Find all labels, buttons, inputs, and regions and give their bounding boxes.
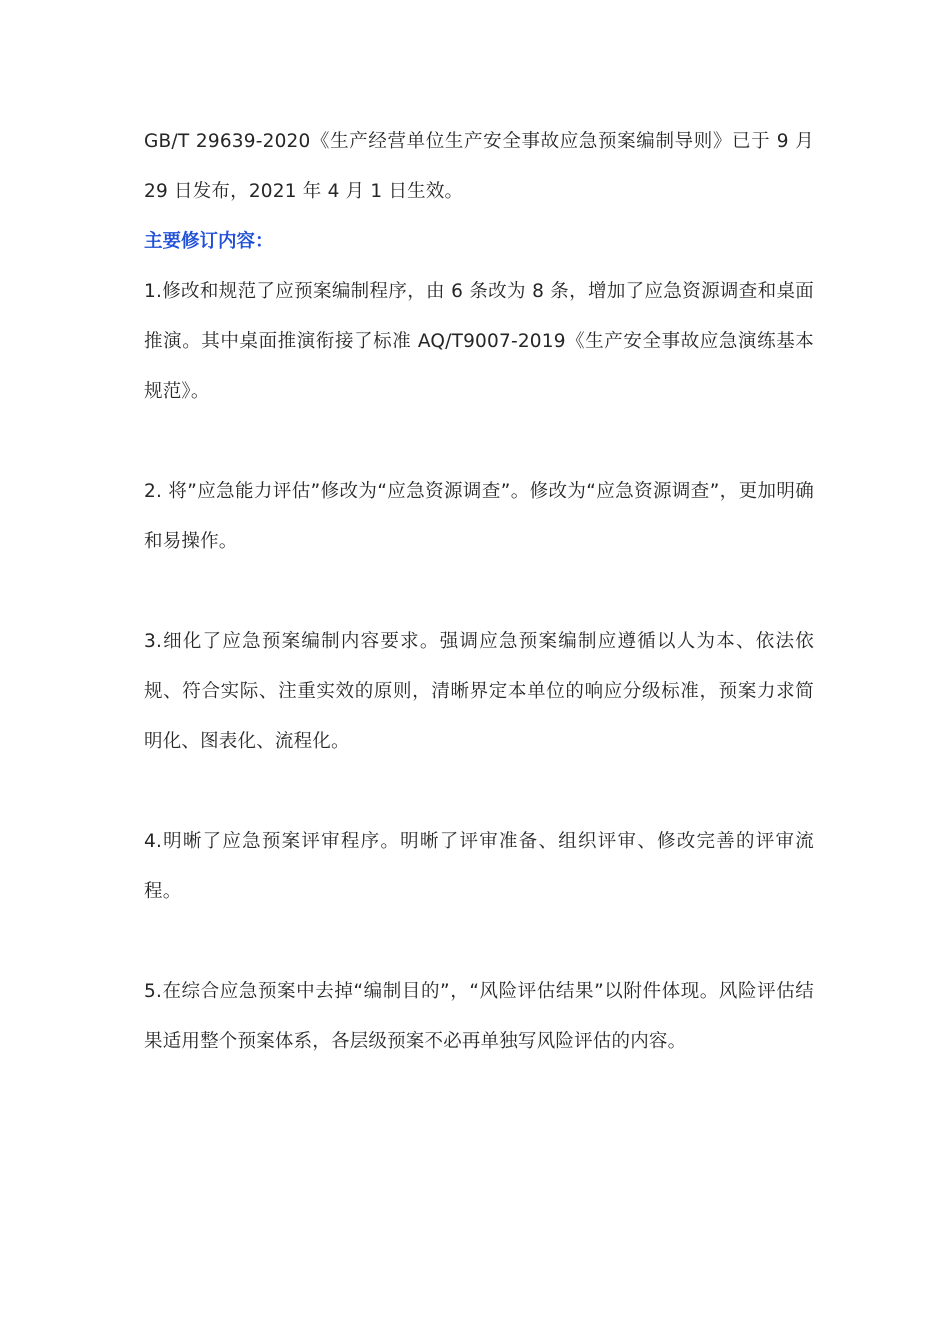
section-heading: 主要修订内容： xyxy=(144,231,274,252)
paragraph-spacer xyxy=(144,767,814,817)
intro-paragraph: GB/T 29639-2020《生产经营单位生产安全事故应急预案编制导则》已于 9 月 29 日发布，2021 年 4 月 1 日生效。 xyxy=(144,131,814,202)
revision-item-3: 3.细化了应急预案编制内容要求。强调应急预案编制应遵循以人为本、依法依规、符合实际、注重实效的原则，清晰界定本单位的响应分级标准，预案力求简明化、图表化、流程化。 xyxy=(144,631,814,752)
paragraph-spacer xyxy=(144,917,814,967)
paragraph-spacer xyxy=(144,567,814,617)
revision-item-4: 4.明晰了应急预案评审程序。明晰了评审准备、组织评审、修改完善的评审流程。 xyxy=(144,831,814,902)
document-body xyxy=(144,117,814,1067)
paragraph-spacer xyxy=(144,417,814,467)
revision-item-1: 1.修改和规范了应预案编制程序，由 6 条改为 8 条，增加了应急资源调查和桌面推演。其中桌面推演衔接了标准 AQ/T9007-2019《生产安全事故应急演练基本规范》。 xyxy=(144,281,814,402)
revision-item-5: 5.在综合应急预案中去掉“编制目的”，“风险评估结果”以附件体现。风险评估结果适用整个预案体系，各层级预案不必再单独写风险评估的内容。 xyxy=(144,981,814,1052)
revision-item-2: 2. 将”应急能力评估”修改为“应急资源调查”。修改为“应急资源调查”，更加明确和易操作。 xyxy=(144,481,814,552)
